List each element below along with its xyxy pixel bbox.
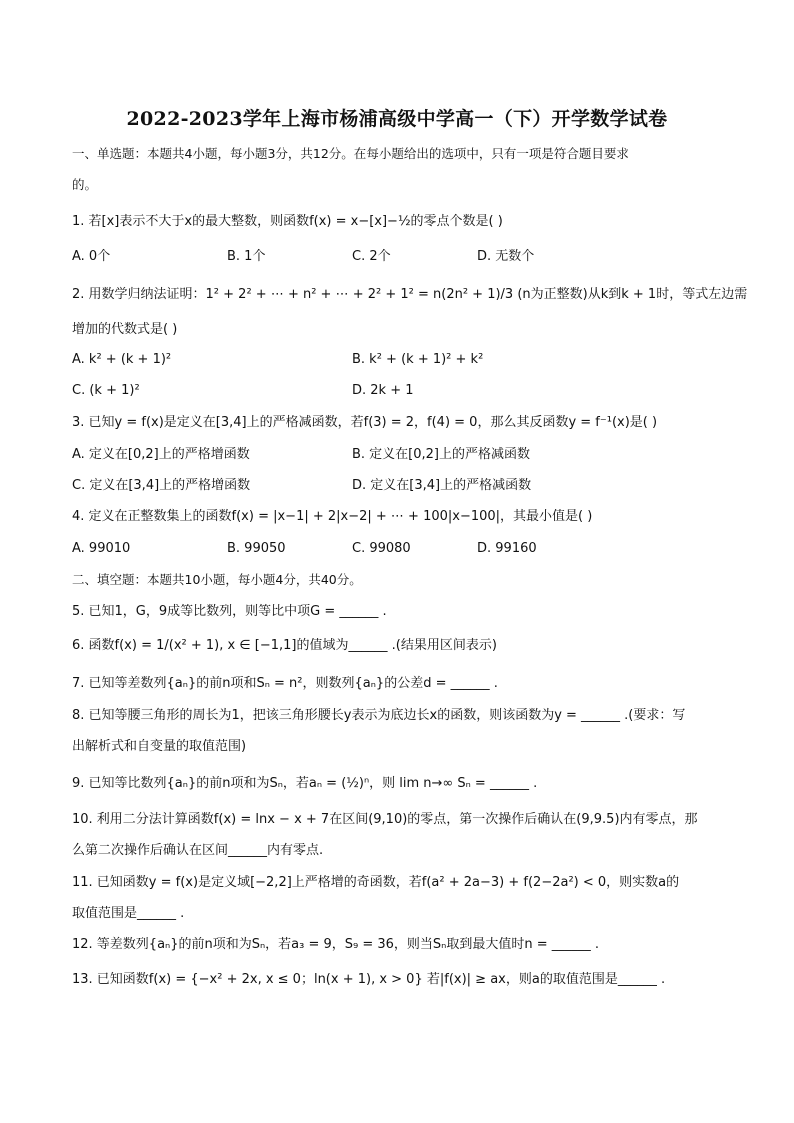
q2-option-c: C. (k + 1)²	[72, 383, 140, 398]
question-8-line1: 8. 已知等腰三角形的周长为1，把该三角形腰长y表示为底边长x的函数，则该函数为y = ______ .(要求：写	[72, 708, 686, 723]
question-11-line2: 取值范围是______ .	[72, 906, 185, 921]
question-9: 9. 已知等比数列{aₙ}的前n项和为Sₙ，若aₙ = (½)ⁿ，则 lim n→∞ Sₙ = ______ .	[72, 776, 538, 791]
q3-option-d: D. 定义在[3,4]上的严格减函数	[352, 478, 532, 493]
section1-heading-line2: 的。	[72, 177, 98, 192]
q4-option-a: A. 99010	[72, 541, 131, 556]
question-13: 13. 已知函数f(x) = {−x² + 2x, x ≤ 0；ln(x + 1), x > 0} 若|f(x)| ≥ ax，则a的取值范围是______ .	[72, 972, 666, 987]
page-title: 2022-2023学年上海市杨浦高级中学高一（下）开学数学试卷	[126, 108, 668, 130]
question-7: 7. 已知等差数列{aₙ}的前n项和Sₙ = n²，则数列{aₙ}的公差d = ______ .	[72, 676, 498, 691]
question-2-line1: 2. 用数学归纳法证明：1² + 2² + ⋯ + n² + ⋯ + 2² + 1² = n(2n² + 1)/3 (n为正整数)从k到k + 1时，等式左边需	[72, 287, 748, 302]
question-10-line2: 么第二次操作后确认在区间______内有零点.	[72, 843, 324, 858]
q4-option-c: C. 99080	[352, 541, 411, 556]
question-3: 3. 已知y = f(x)是定义在[3,4]上的严格减函数，若f(3) = 2，f(4) = 0，那么其反函数y = f⁻¹(x)是( )	[72, 415, 658, 430]
q3-option-b: B. 定义在[0,2]上的严格减函数	[352, 447, 531, 462]
q2-option-d: D. 2k + 1	[352, 383, 414, 398]
q1-option-d: D. 无数个	[477, 249, 535, 264]
q2-option-a: A. k² + (k + 1)²	[72, 352, 172, 367]
question-6: 6. 函数f(x) = 1/(x² + 1), x ∈ [−1,1]的值域为______ .(结果用区间表示)	[72, 638, 497, 653]
question-8-line2: 出解析式和自变量的取值范围)	[72, 739, 247, 754]
q4-option-d: D. 99160	[477, 541, 537, 556]
q1-option-b: B. 1个	[227, 249, 266, 264]
question-2-line2: 增加的代数式是( )	[72, 322, 178, 337]
question-10-line1: 10. 利用二分法计算函数f(x) = lnx − x + 7在区间(9,10)的零点，第一次操作后确认在(9,9.5)内有零点，那	[72, 812, 698, 827]
q3-option-c: C. 定义在[3,4]上的严格增函数	[72, 478, 251, 493]
q1-option-c: C. 2个	[352, 249, 391, 264]
q3-option-a: A. 定义在[0,2]上的严格增函数	[72, 447, 250, 462]
q4-option-b: B. 99050	[227, 541, 286, 556]
section1-heading-line1: 一、单选题：本题共4小题，每小题3分，共12分。在每小题给出的选项中，只有一项是符合题目要求	[72, 146, 629, 161]
question-12: 12. 等差数列{aₙ}的前n项和为Sₙ，若a₃ = 9，S₉ = 36，则当Sₙ取到最大值时n = ______ .	[72, 937, 600, 952]
section2-heading: 二、填空题：本题共10小题，每小题4分，共40分。	[72, 572, 362, 587]
question-11-line1: 11. 已知函数y = f(x)是定义域[−2,2]上严格增的奇函数，若f(a² + 2a−3) + f(2−2a²) < 0，则实数a的	[72, 875, 680, 890]
q2-option-b: B. k² + (k + 1)² + k²	[352, 352, 484, 367]
question-1: 1. 若[x]表示不大于x的最大整数，则函数f(x) = x−[x]−½的零点个数是( )	[72, 214, 503, 229]
question-4: 4. 定义在正整数集上的函数f(x) = |x−1| + 2|x−2| + ⋯ + 100|x−100|，其最小值是( )	[72, 509, 593, 524]
q1-option-a: A. 0个	[72, 249, 111, 264]
question-5: 5. 已知1，G，9成等比数列，则等比中项G = ______ .	[72, 604, 387, 619]
